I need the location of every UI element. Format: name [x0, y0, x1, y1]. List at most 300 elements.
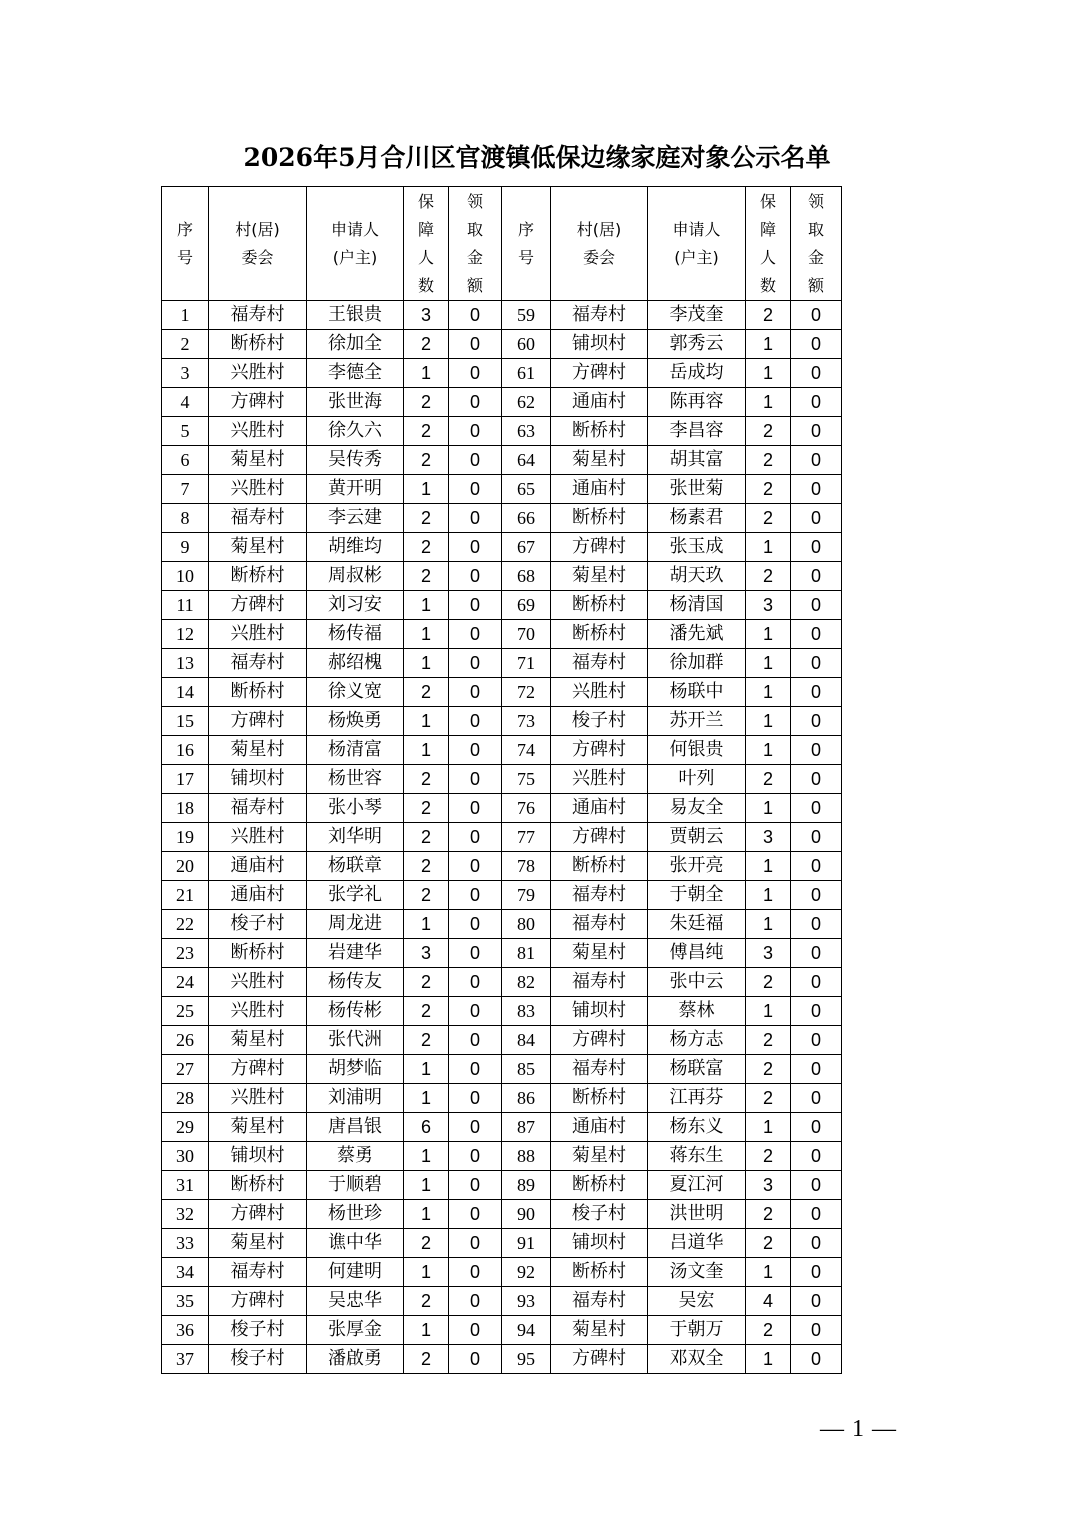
persons-cell: 3: [746, 939, 791, 968]
table-row: [162, 910, 842, 939]
persons-cell: 2: [404, 504, 449, 533]
persons-cell: 2: [404, 968, 449, 997]
amount-cell: 0: [449, 1026, 502, 1055]
persons-cell: 2: [404, 997, 449, 1026]
seq-cell: 12: [162, 620, 209, 649]
seq-cell: 31: [162, 1171, 209, 1200]
seq-cell: 32: [162, 1200, 209, 1229]
amount-cell: 0: [791, 1200, 842, 1229]
seq-cell: 14: [162, 678, 209, 707]
amount-cell: 0: [791, 301, 842, 330]
persons-cell: 2: [404, 678, 449, 707]
applicant-cell: 潘啟勇: [307, 1345, 404, 1374]
seq-cell: 80: [502, 910, 551, 939]
table-row: [162, 1084, 842, 1113]
village-cell: 兴胜村: [209, 997, 307, 1026]
amount-cell: 0: [449, 562, 502, 591]
applicant-cell: 张学礼: [307, 881, 404, 910]
applicant-cell: 苏开兰: [648, 707, 746, 736]
village-cell: 菊星村: [209, 1229, 307, 1258]
village-cell: 断桥村: [209, 330, 307, 359]
amount-cell: 0: [791, 1026, 842, 1055]
amount-cell: 0: [449, 301, 502, 330]
persons-cell: 3: [404, 939, 449, 968]
amount-cell: 0: [791, 1142, 842, 1171]
seq-cell: 60: [502, 330, 551, 359]
amount-cell: 0: [791, 910, 842, 939]
amount-cell: 0: [449, 939, 502, 968]
village-cell: 兴胜村: [551, 678, 648, 707]
seq-cell: 61: [502, 359, 551, 388]
amount-cell: 0: [791, 359, 842, 388]
village-cell: 梭子村: [209, 1345, 307, 1374]
table-row: [162, 1345, 842, 1374]
amount-cell: 0: [791, 939, 842, 968]
village-cell: 菊星村: [209, 1113, 307, 1142]
seq-cell: 30: [162, 1142, 209, 1171]
table-row: [162, 1258, 842, 1287]
table-row: [162, 417, 842, 446]
amount-cell: 0: [791, 649, 842, 678]
village-cell: 通庙村: [209, 881, 307, 910]
amount-cell: 0: [791, 765, 842, 794]
village-cell: 方碑村: [209, 1055, 307, 1084]
village-cell: 方碑村: [209, 1200, 307, 1229]
amount-cell: 0: [449, 330, 502, 359]
village-cell: 铺坝村: [551, 997, 648, 1026]
persons-cell: 3: [746, 1171, 791, 1200]
village-cell: 福寿村: [551, 1287, 648, 1316]
village-cell: 兴胜村: [209, 823, 307, 852]
village-cell: 断桥村: [209, 562, 307, 591]
persons-cell: 2: [404, 881, 449, 910]
seq-cell: 74: [502, 736, 551, 765]
seq-cell: 89: [502, 1171, 551, 1200]
amount-cell: 0: [791, 475, 842, 504]
village-cell: 梭子村: [551, 1200, 648, 1229]
village-cell: 断桥村: [209, 1171, 307, 1200]
amount-cell: 0: [449, 794, 502, 823]
persons-cell: 3: [404, 301, 449, 330]
amount-cell: 0: [449, 1258, 502, 1287]
village-cell: 兴胜村: [209, 968, 307, 997]
village-cell: 福寿村: [551, 301, 648, 330]
amount-cell: 0: [791, 997, 842, 1026]
amount-cell: 0: [449, 1229, 502, 1258]
amount-cell: 0: [449, 446, 502, 475]
persons-cell: 1: [404, 1316, 449, 1345]
applicant-cell: 李云建: [307, 504, 404, 533]
applicant-cell: 洪世明: [648, 1200, 746, 1229]
roster-table: [161, 186, 842, 1374]
seq-cell: 84: [502, 1026, 551, 1055]
persons-cell: 2: [404, 1229, 449, 1258]
applicant-cell: 岩建华: [307, 939, 404, 968]
applicant-cell: 贾朝云: [648, 823, 746, 852]
persons-cell: 1: [404, 1055, 449, 1084]
table-row: [162, 765, 842, 794]
amount-cell: 0: [791, 736, 842, 765]
applicant-cell: 徐加全: [307, 330, 404, 359]
persons-cell: 1: [404, 736, 449, 765]
amount-cell: 0: [791, 504, 842, 533]
amount-cell: 0: [449, 968, 502, 997]
persons-cell: 3: [746, 823, 791, 852]
amount-cell: 0: [449, 417, 502, 446]
applicant-cell: 吴传秀: [307, 446, 404, 475]
amount-cell: 0: [449, 1200, 502, 1229]
seq-cell: 5: [162, 417, 209, 446]
seq-cell: 88: [502, 1142, 551, 1171]
applicant-cell: 杨传彬: [307, 997, 404, 1026]
persons-cell: 1: [404, 910, 449, 939]
applicant-cell: 郝绍槐: [307, 649, 404, 678]
table-row: [162, 475, 842, 504]
village-cell: 方碑村: [209, 388, 307, 417]
table-row: [162, 1229, 842, 1258]
table-row: [162, 997, 842, 1026]
persons-cell: 2: [746, 446, 791, 475]
table-row: [162, 504, 842, 533]
village-cell: 菊星村: [551, 1142, 648, 1171]
seq-cell: 25: [162, 997, 209, 1026]
applicant-cell: 蒋东生: [648, 1142, 746, 1171]
seq-cell: 37: [162, 1345, 209, 1374]
roster-body: [162, 301, 842, 1374]
applicant-cell: 杨东义: [648, 1113, 746, 1142]
seq-cell: 24: [162, 968, 209, 997]
amount-cell: 0: [791, 388, 842, 417]
seq-cell: 72: [502, 678, 551, 707]
village-cell: 福寿村: [551, 649, 648, 678]
applicant-cell: 叶列: [648, 765, 746, 794]
persons-cell: 2: [404, 1026, 449, 1055]
applicant-cell: 杨方志: [648, 1026, 746, 1055]
applicant-cell: 吕道华: [648, 1229, 746, 1258]
applicant-cell: 张开亮: [648, 852, 746, 881]
applicant-cell: 胡其富: [648, 446, 746, 475]
amount-cell: 0: [791, 823, 842, 852]
persons-cell: 1: [746, 330, 791, 359]
table-row: [162, 678, 842, 707]
seq-cell: 87: [502, 1113, 551, 1142]
amount-cell: 0: [791, 707, 842, 736]
persons-cell: 1: [746, 533, 791, 562]
seq-cell: 79: [502, 881, 551, 910]
persons-cell: 2: [404, 794, 449, 823]
persons-cell: 1: [746, 794, 791, 823]
persons-cell: 1: [404, 707, 449, 736]
village-cell: 兴胜村: [209, 359, 307, 388]
village-cell: 方碑村: [209, 707, 307, 736]
seq-cell: 94: [502, 1316, 551, 1345]
village-cell: 福寿村: [551, 881, 648, 910]
applicant-cell: 杨清国: [648, 591, 746, 620]
applicant-cell: 杨世容: [307, 765, 404, 794]
persons-cell: 1: [746, 620, 791, 649]
amount-cell: 0: [449, 1171, 502, 1200]
seq-cell: 76: [502, 794, 551, 823]
seq-cell: 3: [162, 359, 209, 388]
table-row: [162, 301, 842, 330]
village-cell: 方碑村: [551, 533, 648, 562]
applicant-cell: 张玉成: [648, 533, 746, 562]
persons-cell: 2: [404, 1345, 449, 1374]
applicant-cell: 杨传友: [307, 968, 404, 997]
persons-cell: 2: [746, 475, 791, 504]
amount-cell: 0: [791, 881, 842, 910]
seq-cell: 26: [162, 1026, 209, 1055]
applicant-cell: 朱廷福: [648, 910, 746, 939]
persons-cell: 2: [746, 1316, 791, 1345]
persons-cell: 1: [746, 736, 791, 765]
seq-cell: 92: [502, 1258, 551, 1287]
amount-cell: 0: [449, 504, 502, 533]
seq-cell: 93: [502, 1287, 551, 1316]
applicant-cell: 陈再容: [648, 388, 746, 417]
table-row: [162, 1113, 842, 1142]
applicant-cell: 张中云: [648, 968, 746, 997]
village-cell: 兴胜村: [209, 417, 307, 446]
seq-cell: 85: [502, 1055, 551, 1084]
village-cell: 梭子村: [209, 910, 307, 939]
seq-cell: 10: [162, 562, 209, 591]
seq-cell: 6: [162, 446, 209, 475]
seq-cell: 9: [162, 533, 209, 562]
village-cell: 断桥村: [551, 504, 648, 533]
applicant-cell: 蔡勇: [307, 1142, 404, 1171]
persons-cell: 1: [746, 707, 791, 736]
applicant-cell: 岳成均: [648, 359, 746, 388]
village-cell: 铺坝村: [551, 330, 648, 359]
village-cell: 福寿村: [209, 1258, 307, 1287]
seq-cell: 11: [162, 591, 209, 620]
amount-cell: 0: [449, 881, 502, 910]
village-cell: 菊星村: [209, 736, 307, 765]
amount-cell: 0: [449, 649, 502, 678]
persons-cell: 1: [404, 1258, 449, 1287]
persons-cell: 1: [404, 475, 449, 504]
table-row: [162, 562, 842, 591]
persons-cell: 2: [746, 1084, 791, 1113]
seq-cell: 66: [502, 504, 551, 533]
amount-cell: 0: [449, 1084, 502, 1113]
table-row: [162, 1026, 842, 1055]
seq-cell: 29: [162, 1113, 209, 1142]
seq-cell: 78: [502, 852, 551, 881]
village-cell: 通庙村: [551, 1113, 648, 1142]
amount-cell: 0: [791, 330, 842, 359]
applicant-cell: 夏江河: [648, 1171, 746, 1200]
amount-cell: 0: [791, 1113, 842, 1142]
seq-cell: 71: [502, 649, 551, 678]
document-title: 2026年5月合川区官渡镇低保边缘家庭对象公示名单: [243, 143, 831, 172]
persons-cell: 1: [746, 997, 791, 1026]
seq-cell: 86: [502, 1084, 551, 1113]
persons-cell: 1: [404, 1084, 449, 1113]
persons-cell: 1: [746, 388, 791, 417]
persons-cell: 2: [746, 1055, 791, 1084]
village-cell: 兴胜村: [209, 1084, 307, 1113]
village-cell: 断桥村: [551, 417, 648, 446]
persons-cell: 2: [746, 1200, 791, 1229]
amount-cell: 0: [449, 852, 502, 881]
amount-cell: 0: [791, 417, 842, 446]
seq-cell: 59: [502, 301, 551, 330]
table-row: [162, 736, 842, 765]
table-row: [162, 881, 842, 910]
amount-cell: 0: [449, 1316, 502, 1345]
village-cell: 断桥村: [551, 1258, 648, 1287]
applicant-cell: 何建明: [307, 1258, 404, 1287]
seq-cell: 91: [502, 1229, 551, 1258]
seq-cell: 17: [162, 765, 209, 794]
header-persons: 保 障 人 数: [746, 187, 791, 301]
table-row: [162, 446, 842, 475]
amount-cell: 0: [791, 678, 842, 707]
seq-cell: 2: [162, 330, 209, 359]
applicant-cell: 傅昌纯: [648, 939, 746, 968]
persons-cell: 1: [746, 1113, 791, 1142]
seq-cell: 75: [502, 765, 551, 794]
village-cell: 菊星村: [551, 562, 648, 591]
table-row: [162, 1200, 842, 1229]
applicant-cell: 杨联中: [648, 678, 746, 707]
applicant-cell: 徐加群: [648, 649, 746, 678]
seq-cell: 1: [162, 301, 209, 330]
applicant-cell: 李德全: [307, 359, 404, 388]
seq-cell: 15: [162, 707, 209, 736]
seq-cell: 70: [502, 620, 551, 649]
persons-cell: 2: [746, 562, 791, 591]
village-cell: 福寿村: [209, 794, 307, 823]
amount-cell: 0: [449, 707, 502, 736]
village-cell: 方碑村: [551, 1026, 648, 1055]
header-village: 村(居) 委会: [551, 187, 648, 301]
applicant-cell: 杨传福: [307, 620, 404, 649]
amount-cell: 0: [791, 1345, 842, 1374]
persons-cell: 1: [746, 678, 791, 707]
applicant-cell: 刘华明: [307, 823, 404, 852]
applicant-cell: 何银贵: [648, 736, 746, 765]
village-cell: 通庙村: [551, 475, 648, 504]
seq-cell: 7: [162, 475, 209, 504]
seq-cell: 4: [162, 388, 209, 417]
village-cell: 兴胜村: [209, 475, 307, 504]
table-row: [162, 359, 842, 388]
amount-cell: 0: [449, 823, 502, 852]
applicant-cell: 李昌容: [648, 417, 746, 446]
persons-cell: 2: [746, 968, 791, 997]
amount-cell: 0: [791, 533, 842, 562]
village-cell: 断桥村: [551, 1171, 648, 1200]
applicant-cell: 易友全: [648, 794, 746, 823]
amount-cell: 0: [791, 1084, 842, 1113]
seq-cell: 16: [162, 736, 209, 765]
village-cell: 菊星村: [551, 939, 648, 968]
table-row: [162, 968, 842, 997]
seq-cell: 90: [502, 1200, 551, 1229]
persons-cell: 1: [746, 910, 791, 939]
table-row: [162, 649, 842, 678]
persons-cell: 2: [404, 388, 449, 417]
applicant-cell: 吴宏: [648, 1287, 746, 1316]
seq-cell: 18: [162, 794, 209, 823]
village-cell: 菊星村: [551, 446, 648, 475]
applicant-cell: 汤文奎: [648, 1258, 746, 1287]
header-village: 村(居) 委会: [209, 187, 307, 301]
village-cell: 断桥村: [551, 1084, 648, 1113]
persons-cell: 2: [404, 852, 449, 881]
applicant-cell: 刘浦明: [307, 1084, 404, 1113]
persons-cell: 1: [746, 1345, 791, 1374]
village-cell: 梭子村: [209, 1316, 307, 1345]
applicant-cell: 吴忠华: [307, 1287, 404, 1316]
persons-cell: 2: [746, 1142, 791, 1171]
persons-cell: 2: [404, 417, 449, 446]
applicant-cell: 刘习安: [307, 591, 404, 620]
seq-cell: 83: [502, 997, 551, 1026]
seq-cell: 82: [502, 968, 551, 997]
applicant-cell: 谯中华: [307, 1229, 404, 1258]
applicant-cell: 杨联富: [648, 1055, 746, 1084]
amount-cell: 0: [449, 1142, 502, 1171]
persons-cell: 2: [404, 446, 449, 475]
applicant-cell: 杨世珍: [307, 1200, 404, 1229]
seq-cell: 73: [502, 707, 551, 736]
applicant-cell: 杨焕勇: [307, 707, 404, 736]
amount-cell: 0: [449, 591, 502, 620]
seq-cell: 64: [502, 446, 551, 475]
amount-cell: 0: [791, 1316, 842, 1345]
persons-cell: 2: [404, 765, 449, 794]
table-row: [162, 330, 842, 359]
village-cell: 断桥村: [209, 939, 307, 968]
amount-cell: 0: [791, 620, 842, 649]
village-cell: 铺坝村: [551, 1229, 648, 1258]
amount-cell: 0: [449, 1345, 502, 1374]
persons-cell: 1: [404, 359, 449, 388]
village-cell: 铺坝村: [209, 765, 307, 794]
amount-cell: 0: [791, 446, 842, 475]
table-row: [162, 852, 842, 881]
applicant-cell: 杨素君: [648, 504, 746, 533]
persons-cell: 1: [746, 359, 791, 388]
seq-cell: 65: [502, 475, 551, 504]
seq-cell: 95: [502, 1345, 551, 1374]
persons-cell: 1: [404, 1200, 449, 1229]
applicant-cell: 于朝万: [648, 1316, 746, 1345]
amount-cell: 0: [449, 736, 502, 765]
amount-cell: 0: [449, 910, 502, 939]
amount-cell: 0: [791, 562, 842, 591]
applicant-cell: 胡天玖: [648, 562, 746, 591]
seq-cell: 67: [502, 533, 551, 562]
seq-cell: 77: [502, 823, 551, 852]
applicant-cell: 张厚金: [307, 1316, 404, 1345]
header-seq: 序 号: [162, 187, 209, 301]
amount-cell: 0: [449, 1113, 502, 1142]
persons-cell: 1: [404, 649, 449, 678]
amount-cell: 0: [791, 1258, 842, 1287]
applicant-cell: 李茂奎: [648, 301, 746, 330]
persons-cell: 1: [746, 881, 791, 910]
persons-cell: 3: [746, 591, 791, 620]
amount-cell: 0: [449, 765, 502, 794]
persons-cell: 1: [746, 852, 791, 881]
village-cell: 梭子村: [551, 707, 648, 736]
table-row: [162, 1316, 842, 1345]
